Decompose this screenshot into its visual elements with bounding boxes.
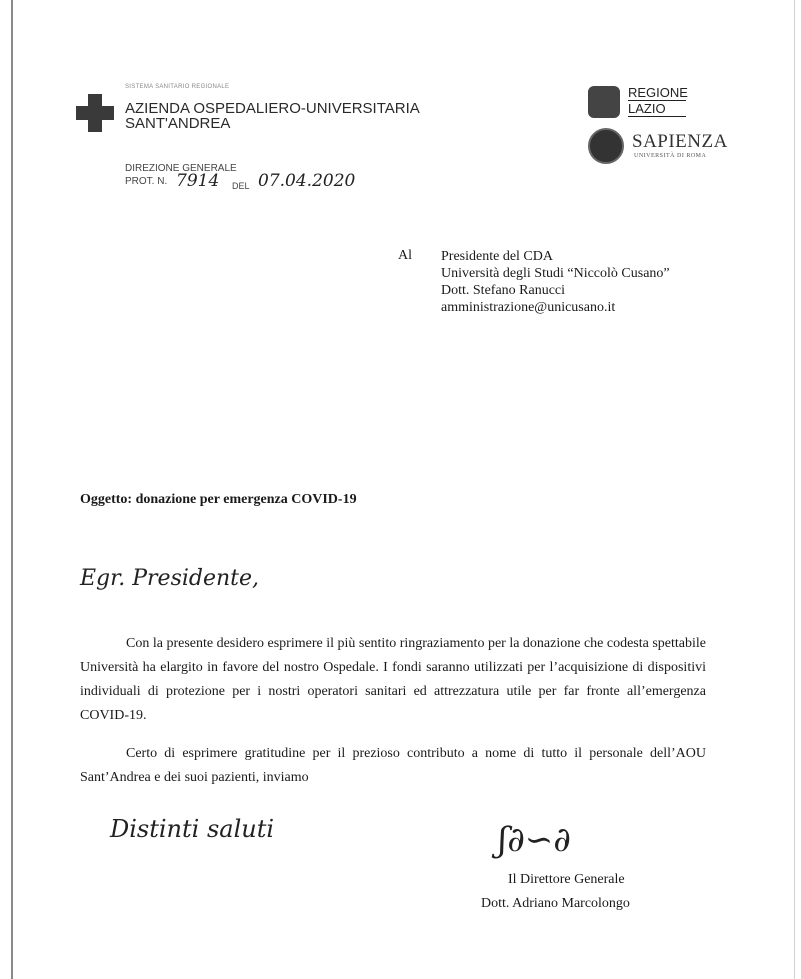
direction-label: DIREZIONE GENERALE xyxy=(125,163,237,174)
body-paragraph: Certo di esprimere gratitudine per il prezioso contributo a nome di tutto il personale dell’AOU Sant’Andrea e dei suoi pazienti, inviamo xyxy=(80,746,706,785)
scan-edge xyxy=(11,0,13,979)
sapienza-subtitle: UNIVERSITÀ DI ROMA xyxy=(634,153,707,159)
letter-body xyxy=(80,632,706,804)
signatory-title: Il Direttore Generale xyxy=(508,872,625,887)
org-line1: AZIENDA OSPEDALIERO-UNIVERSITARIA xyxy=(125,100,420,117)
recipient-block xyxy=(441,248,670,316)
recipient-line: Presidente del CDA xyxy=(441,249,553,264)
scan-edge xyxy=(794,0,795,979)
regione-lazio-emblem-icon xyxy=(588,86,620,118)
recipient-prefix: Al xyxy=(398,248,412,263)
handwritten-closing: Distinti saluti xyxy=(110,815,275,843)
protocol-label: PROT. N. xyxy=(125,176,168,187)
handwritten-greeting: Egr. Presidente, xyxy=(80,566,260,591)
protocol-del-label: DEL xyxy=(232,181,250,191)
region-system-label: SISTEMA SANITARIO REGIONALE xyxy=(125,84,230,90)
signatory-name: Dott. Adriano Marcolongo xyxy=(481,896,630,911)
sapienza-seal-icon xyxy=(588,128,624,164)
subject-line: Oggetto: donazione per emergenza COVID-19 xyxy=(80,492,357,507)
regione-text: REGIONE xyxy=(628,85,688,100)
body-paragraph: Con la presente desidero esprimere il più sentito ringraziamento per la donazione che codesta spettabile Università ha elargito in favore del nostro Ospedale. I fondi saranno utilizzati per l’acquisizione di dispositivi individuali di protezione per i nostri operatori sanitari ed attrezzatura utile per far fronte all’emergenza COVID-19. xyxy=(80,636,707,723)
recipient-email: amministrazione@unicusano.it xyxy=(441,300,616,315)
organization-name xyxy=(125,101,420,131)
protocol-date: 07.04.2020 xyxy=(258,171,356,191)
recipient-line: Università degli Studi “Niccolò Cusano” xyxy=(441,266,670,281)
lazio-text: LAZIO xyxy=(628,101,686,117)
org-line2: SANT'ANDREA xyxy=(125,115,231,132)
regione-lazio-logo xyxy=(628,85,686,117)
hospital-cross-logo xyxy=(76,94,114,132)
recipient-line: Dott. Stefano Ranucci xyxy=(441,283,566,298)
sapienza-logo: SAPIENZA xyxy=(632,131,728,152)
protocol-number: 7914 xyxy=(176,171,220,191)
signature-scribble-icon: ʃ∂∽∂ xyxy=(498,820,571,860)
